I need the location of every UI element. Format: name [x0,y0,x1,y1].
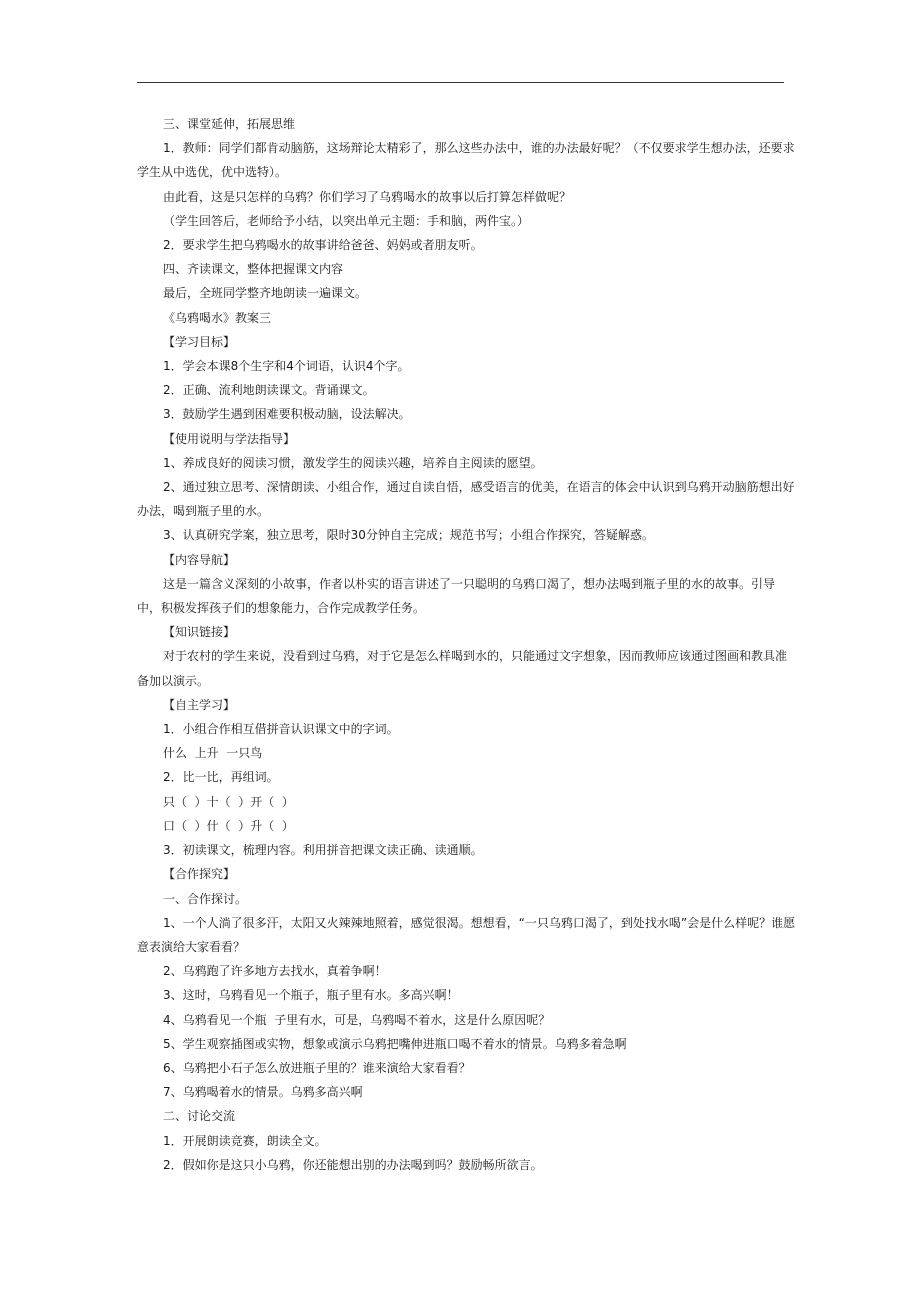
text-line: 1、养成良好的阅读习惯，激发学生的阅读兴趣，培养自主阅读的愿望。 [163,455,543,470]
text-line: 2．要求学生把乌鸦喝水的故事讲给爸爸、妈妈或者朋友听。 [163,238,483,253]
text-line: 2、通过独立思考、深情朗读、小组合作，通过自读自悟，感受语言的优美，在语言的体会中认识到乌鸦开动脑筋想出好办法，喝到瓶子里的水。 [137,480,795,519]
text-line: 《乌鸦喝水》教案三 [163,310,272,325]
text-line: 【合作探究】 [163,867,236,882]
text-line: 只（ ）十（ ）开（ ） [163,794,294,809]
text-line: 3．鼓励学生遇到困难要积极动脑，设法解决。 [163,407,411,422]
text-line: 【学习目标】 [163,334,236,349]
text-line: 对于农村的学生来说，没看到过乌鸦，对于它是怎么样喝到水的，只能通过文字想象，因而教师应该通过图画和教具准备加以演示。 [137,649,788,688]
text-line: 4、乌鸦看见一个瓶 子里有水，可是，乌鸦喝不着水，这是什么原因呢？ [163,1012,551,1027]
text-line: 2、乌鸦跑了许多地方去找水，真着争啊！ [163,964,387,979]
text-line: 【内容导航】 [163,552,236,567]
text-line: 【自主学习】 [163,697,236,712]
text-line: 3．初读课文，梳理内容。利用拼音把课文读正确、读通顺。 [163,843,483,858]
text-line: 由此看，这是只怎样的乌鸦？你们学习了乌鸦喝水的故事以后打算怎样做呢？ [163,189,572,204]
text-line: 3、认真研究学案，独立思考，限时30分钟自主完成；规范书写；小组合作探究，答疑解惑。 [163,528,654,543]
text-line: （学生回答后，老师给予小结，以突出单元主题：手和脑，两件宝。） [163,213,530,228]
text-line: 1、一个人淌了很多汗，太阳又火辣辣地照着，感觉很渴。想想看，“一只乌鸦口渴了，到处找水喝”会是什么样呢？谁愿意表演给大家看看？ [137,915,796,954]
text-line: 1．小组合作相互借拼音认识课文中的字词。 [163,722,399,737]
text-line: 二、讨论交流 [163,1109,236,1124]
text-line: 什么 上升 一只鸟 [163,746,263,761]
text-line: 1．教师：同学们都肯动脑筋，这场辩论太精彩了，那么这些办法中，谁的办法最好呢？（不仅要求学生想办法，还要求学生从中选优，优中选特）。 [137,141,795,180]
text-line: 1．学会本课8个生字和4个词语，认识4个字。 [163,359,410,374]
text-line: 一、合作探讨。 [163,891,248,906]
text-line: 最后，全班同学整齐地朗读一遍课文。 [163,286,368,301]
text-line: 1．开展朗读竞赛，朗读全文。 [163,1133,327,1148]
document-body [137,112,797,1177]
text-line: 【知识链接】 [163,625,236,640]
text-line: 2．正确、流利地朗读课文。背诵课文。 [163,383,375,398]
text-line: 7、乌鸦喝着水的情景。乌鸦多高兴啊 [163,1085,363,1100]
text-line: 3、这时，乌鸦看见一个瓶子，瓶子里有水。多高兴啊！ [163,988,459,1003]
text-line: 5、学生观察插图或实物，想象或演示乌鸦把嘴伸进瓶口喝不着水的情景。乌鸦多着急啊 [163,1036,627,1051]
text-line: 口（ ）什（ ）升（ ） [163,818,294,833]
text-line: 四、齐读课文，整体把握课文内容 [163,262,344,277]
text-line: 三、课堂延伸，拓展思维 [163,117,296,131]
text-line: 2．假如你是这只小乌鸦，你还能想出别的办法喝到吗？鼓励畅所欲言。 [163,1157,543,1172]
text-line: 2．比一比，再组词。 [163,770,279,785]
text-line: 这是一篇含义深刻的小故事，作者以朴实的语言讲述了一只聪明的乌鸦口渴了，想办法喝到瓶子里的水的故事。引导中，积极发挥孩子们的想象能力，合作完成教学任务。 [137,576,776,616]
header-rule [137,82,784,83]
text-line: 6、乌鸦把小石子怎么放进瓶子里的？谁来演给大家看看？ [163,1060,471,1075]
text-line: 【使用说明与学法指导】 [163,431,296,446]
